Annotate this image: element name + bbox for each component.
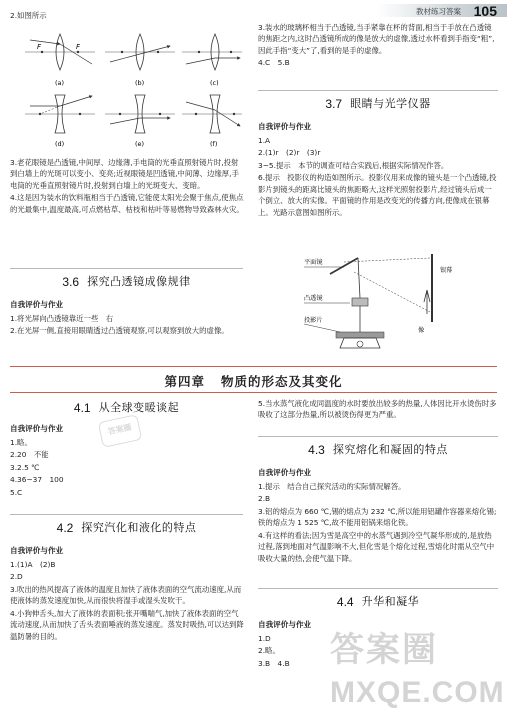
- list-item: 3.2.5 ℃: [10, 462, 40, 472]
- list-item: 3~5.提示 本节的调查可结合实践后,根据实际情况作答。: [258, 160, 449, 170]
- section-4-2-body: [10, 542, 245, 643]
- item-2-label: 2.如图所示: [10, 11, 47, 20]
- label-slide: 投影片: [304, 317, 323, 324]
- label-d: (d): [55, 140, 65, 149]
- list-item: 3.老花眼镜是凸透镜,中间厚、边缘薄,手电筒的光垂直照射镜片时,投射到白墙上的光斑可以变小、变亮;近视眼镜是凹透镜,中间薄、边缘厚,手电筒的光垂直照射镜片时,投射到白墙上的光斑变大、变暗。: [10, 157, 239, 190]
- list-item: 1.将光屏向凸透镜靠近一些 右: [10, 313, 114, 323]
- divider: [258, 588, 498, 589]
- watermark-url: MXQE.COM: [330, 676, 505, 709]
- section-3-6-body: [10, 296, 245, 338]
- subsection-heading: 自我评价与作业: [10, 300, 64, 309]
- list-item: 3.B 4.B: [258, 658, 290, 668]
- label-image: 像: [418, 327, 425, 334]
- label-b: (b): [135, 79, 145, 88]
- label-mirror: 平面镜: [304, 259, 323, 266]
- lens-ray-diagrams: [10, 22, 245, 150]
- subsection-heading: 自我评价与作业: [10, 546, 64, 555]
- projector-body: [340, 338, 380, 348]
- divider: [10, 268, 243, 269]
- watermark-stamp: 答案圈: [98, 414, 143, 448]
- divider: [258, 90, 498, 91]
- list-item: 1.(1)A (2)B: [10, 559, 56, 569]
- list-item: 5.当水蒸气液化成同温度的水时要放出较多的热量,人体因比开水烫伤时多吸收了这部分热量,所以被烫伤得更为严重。: [258, 399, 497, 420]
- section-title-4-4: 4.4 升华和凝华: [336, 594, 420, 609]
- list-item: 1.提示 结合自己探究活动的实际情况解答。: [258, 481, 406, 491]
- left-top-column: [10, 10, 245, 216]
- list-item: 2.20 不能: [10, 450, 49, 460]
- watermark-brand: 答案圈: [330, 630, 438, 670]
- diagram-a: [25, 34, 95, 87]
- right-top-column: [258, 22, 498, 70]
- section-title-3-6: 3.6 探究凸透镜成像规律: [62, 274, 191, 289]
- page-number: 105: [473, 3, 497, 19]
- list-item: 3.装水的玻璃杯相当于凸透镜,当手紧靠在杯的背面,相当于手放在凸透镜的焦距之内,这时凸透镜所成的像是放大的虚像,透过水杯看到手指变“粗”,因此手指“变大”了,看到的是手的虚像。: [258, 23, 495, 55]
- header-title: 教材练习答案: [416, 7, 461, 16]
- list-item: 1.略。: [10, 437, 32, 447]
- lamp-icon: [357, 341, 363, 347]
- chapter-line-top: [10, 366, 497, 367]
- diagram-f: [182, 95, 242, 148]
- label-e: (e): [135, 140, 145, 149]
- list-item: 1.A: [258, 135, 271, 145]
- list-item: 4.36~37 100: [10, 475, 64, 485]
- divider: [10, 514, 243, 515]
- list-item: 5.C: [10, 487, 23, 497]
- list-item: 4.这是因为装水的饮料瓶相当于凸透镜,它能使太阳光会聚于焦点,使焦点的光最集中,温度最高,可点燃枯草、枯枝和枯叶等易燃物导致森林火灾。: [10, 193, 244, 214]
- subsection-heading: 自我评价与作业: [258, 468, 312, 477]
- diagram-e: [105, 95, 175, 148]
- list-item: 2.略。: [258, 646, 280, 656]
- focus-label-a2: F: [76, 43, 81, 52]
- section-title-3-7: 3.7 眼睛与光学仪器: [325, 96, 431, 111]
- label-screen: 银幕: [440, 267, 453, 274]
- list-item: 4.C 5.B: [258, 58, 290, 68]
- label-c: (c): [210, 79, 219, 88]
- list-item: 2.在光屏一侧,直接用眼睛透过凸透镜观察,可以观察到放大的虚像。: [10, 326, 229, 336]
- chapter-line-bottom: [10, 392, 497, 393]
- divider: [258, 436, 498, 437]
- list-item: 1.D: [258, 633, 271, 643]
- subsection-heading: 自我评价与作业: [258, 620, 312, 629]
- list-item: 4.小狗伸舌头,加大了液体的表面积;张开嘴喘气,加快了液体表面的空气流动速度,从而加快了舌头表面唾液的蒸发速度。蒸发时吸热,可以达到降温防暑的目的。: [10, 608, 244, 641]
- label-lens: 凸透镜: [304, 295, 323, 302]
- diagram-b: [105, 34, 175, 87]
- list-item: 3.铝的熔点为 660 ℃,锡的熔点为 232 ℃,所以能用铝罐作容器来熔化锡;铁的熔点为 1 525 ℃,故不能用铝锅来熔化铁。: [258, 506, 497, 528]
- list-item: 6.提示 投影仪的构造如图所示。投影仪用来成像的镜头是一个凸透镜,投影片到镜头的距离比镜头的焦距略大,这样光照射投影片,经过镜头后成一个倒立、放大的实像。平面镜的作用是改变光的传播方向,使像成在银幕上。光路示意图如图所示。: [258, 173, 497, 217]
- section-3-7-body: [258, 118, 498, 219]
- plane-mirror: [330, 258, 358, 274]
- right-mid-column: [258, 398, 498, 422]
- label-a: (a): [55, 79, 65, 88]
- list-item: 3.吹出的热风提高了液体的温度且加快了液体表面的空气流动速度,从而使液体的蒸发速度加快,从而很快将湿手或湿头发吹干。: [10, 584, 242, 606]
- list-item: 4.有这样的看法;因为雪是高空中的水蒸气遇到冷空气凝华形成的,是放热过程,落到地面对气温影响不大,但化雪是个熔化过程,雪熔化时需从空气中吸收大量的热,会使气温下降。: [258, 530, 495, 563]
- section-4-3-body: [258, 464, 498, 565]
- section-title-4-1: 4.1 从全球变暖谈起: [73, 400, 180, 415]
- list-item: 2.(1)r (2)r (3)r: [258, 148, 321, 158]
- convex-lens: [352, 298, 368, 306]
- list-item: 2.B: [258, 494, 271, 504]
- projection-slide: [336, 332, 384, 338]
- diagram-c: [182, 34, 242, 87]
- focus-label-a1: F: [37, 43, 42, 52]
- list-item: 2.D: [10, 572, 23, 582]
- section-title-4-2: 4.2 探究汽化和液化的特点: [56, 520, 197, 535]
- diagram-d: [25, 95, 95, 148]
- section-title-4-3: 4.3 探究熔化和凝固的特点: [308, 442, 448, 457]
- subsection-heading: 自我评价与作业: [258, 122, 312, 131]
- label-f: (f): [210, 140, 218, 149]
- projector-diagram: [300, 252, 460, 352]
- chapter-title: 第四章 物质的形态及其变化: [164, 374, 343, 389]
- subsection-heading: 自我评价与作业: [10, 424, 64, 433]
